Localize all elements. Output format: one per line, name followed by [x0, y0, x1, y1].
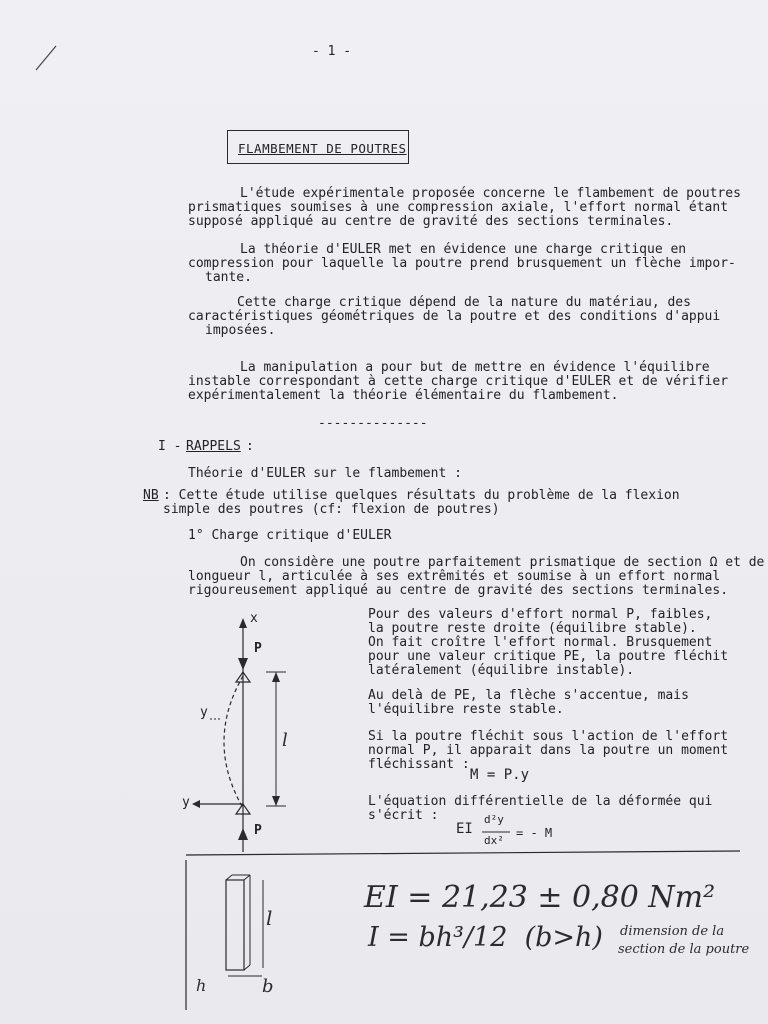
separator: --------------: [318, 416, 428, 431]
right-p1-line4: pour une valeur critique PE, la poutre fléchit: [368, 649, 729, 664]
diff-eq-lhs: EI: [456, 821, 473, 837]
right-p3-line2: normal P, il apparait dans la poutre un moment: [368, 743, 729, 758]
handwritten-note-line1: dimension de la: [620, 924, 725, 939]
right-p1-line3: On fait croître l'effort normal. Brusquement: [368, 635, 713, 650]
right-p1-line1: Pour des valeurs d'effort normal P, faibles,: [368, 607, 713, 622]
right-p3-line1: Si la poutre fléchit sous l'action de l'effort: [368, 729, 729, 744]
diff-eq-numerator: d²y: [484, 813, 504, 826]
figure-label-y-axis: y: [182, 795, 190, 810]
page-number: - 1 -: [312, 44, 352, 59]
intro-p3-line3: imposées.: [205, 323, 276, 338]
figure-label-length: l: [282, 730, 288, 751]
nb-line1: : Cette étude utilise quelques résultats du problème de la flexion: [163, 488, 680, 503]
intro-p1-line2: prismatiques soumises à une compression axiale, l'effort normal étant: [188, 200, 729, 215]
intro-p3-line2: caractéristiques géométriques de la poutre et des conditions d'appui: [188, 309, 721, 324]
nb-label: NB: [143, 488, 159, 503]
euler-subheading: Théorie d'EULER sur le flambement :: [188, 466, 462, 481]
moment-equation: M = P.y: [470, 767, 530, 783]
right-p1-line2: la poutre reste droite (équilibre stable).: [368, 621, 697, 636]
handwritten-ei-value: EI = 21,23 ± 0,80 Nm²: [364, 880, 716, 915]
intro-p2-line1: La théorie d'EULER met en évidence une charge critique en: [240, 242, 687, 257]
handwritten-h-label: h: [196, 976, 207, 995]
section-number: I -: [158, 439, 182, 454]
section-heading: RAPPELS: [186, 439, 241, 454]
sub1-p-line2: longueur l, articulée à ses extrêmités et soumise à un effort normal: [188, 569, 721, 584]
figure-label-p-top: P: [254, 641, 262, 656]
diff-eq-denominator: dx²: [484, 834, 504, 847]
page-title: FLAMBEMENT DE POUTRES: [238, 141, 407, 156]
right-p4-line2: s'écrit :: [368, 808, 439, 823]
intro-p2-line2: compression pour laquelle la poutre prend brusquement un flèche impor-: [188, 256, 736, 271]
figure-label-y-deflection: y: [200, 705, 208, 720]
intro-p4-line3: expérimentalement la théorie élémentaire du flambement.: [188, 388, 619, 403]
figure-label-x: x: [250, 611, 258, 626]
intro-p2-line3: tante.: [205, 270, 252, 285]
sub1-heading: 1° Charge critique d'EULER: [188, 528, 392, 543]
right-p4-line1: L'équation différentielle de la déformée qui: [368, 794, 713, 809]
figure-label-p-bottom: P: [254, 823, 262, 838]
sub1-p-line1: On considère une poutre parfaitement prismatique de section Ω et de: [240, 555, 765, 570]
right-p3-line3: fléchissant :: [368, 757, 470, 772]
section-heading-colon: :: [246, 439, 254, 454]
intro-p1-line3: supposé appliqué au centre de gravité des sections terminales.: [188, 214, 674, 229]
right-p2-line2: l'équilibre reste stable.: [368, 702, 564, 717]
diff-eq-rhs: = - M: [516, 826, 553, 840]
intro-p1-line1: L'étude expérimentale proposée concerne le flambement de poutres: [240, 186, 741, 201]
intro-p4-line2: instable correspondant à cette charge critique d'EULER et de vérifier: [188, 374, 729, 389]
handwritten-inertia: I = bh³/12 (b>h): [368, 922, 603, 953]
handwritten-note-line2: section de la poutre: [618, 942, 750, 957]
right-p1-line5: latéralement (équilibre instable).: [368, 663, 635, 678]
right-p2-line1: Au delà de PE, la flèche s'accentue, mais: [368, 688, 689, 703]
handwritten-beam-length: l: [266, 906, 273, 930]
sub1-p-line3: rigoureusement appliqué au centre de gravité des sections terminales.: [188, 583, 729, 598]
intro-p4-line1: La manipulation a pour but de mettre en évidence l'équilibre: [240, 360, 710, 375]
handwritten-b-label: b: [262, 976, 274, 997]
intro-p3-line1: Cette charge critique dépend de la nature du matériau, des: [237, 295, 691, 310]
nb-line2: simple des poutres (cf: flexion de poutres): [163, 502, 500, 517]
